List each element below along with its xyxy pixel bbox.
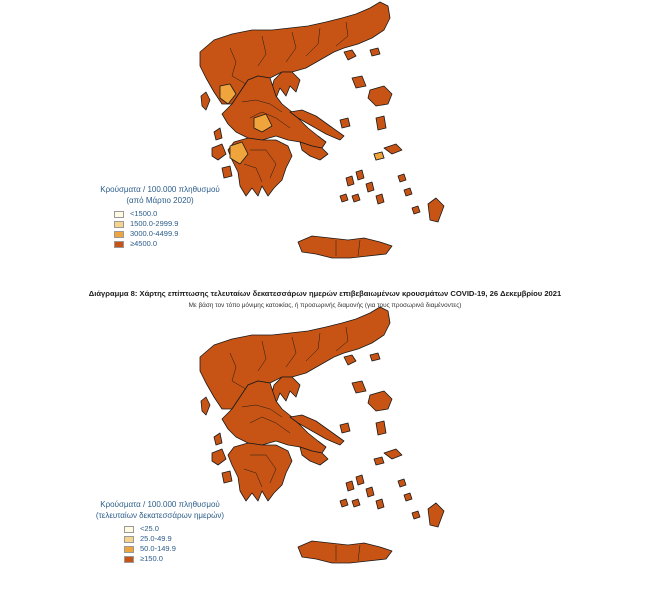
legend-swatch xyxy=(124,556,134,563)
thasos-island xyxy=(344,355,356,365)
crete-island xyxy=(298,236,392,258)
legend-14day xyxy=(80,499,240,564)
legend-label: 1500.0-2999.9 xyxy=(130,219,179,228)
cyclades-3 xyxy=(366,487,374,497)
dodecanese-3 xyxy=(412,511,420,519)
samos-island xyxy=(384,144,402,154)
legend-item xyxy=(114,219,240,229)
zakynthos-island xyxy=(222,471,232,483)
legend-subtitle: (τελευταίων δεκατεσσάρων ημερών) xyxy=(95,511,225,520)
legend-swatch xyxy=(124,546,134,553)
cyclades-1 xyxy=(346,176,354,186)
figure-subtitle: Με βάση τον τόπο μόνιμης κατοικίας, ή προσωρινής διαμονής (για τους προσωρινά διαμένοντες) xyxy=(188,302,462,309)
legend-swatch xyxy=(114,211,124,218)
dodecanese-2 xyxy=(404,493,412,501)
peloponnese xyxy=(228,443,292,501)
legend-item xyxy=(124,554,240,564)
legend-item xyxy=(124,524,240,534)
legend-swatch xyxy=(124,536,134,543)
lemnos-island xyxy=(352,381,366,393)
legend-label: 50.0-149.9 xyxy=(140,544,176,553)
legend-swatch xyxy=(124,526,134,533)
cyclades-6 xyxy=(340,194,348,202)
lesvos-island xyxy=(368,86,392,106)
skyros-island xyxy=(340,423,350,433)
legend-label: ≥4500.0 xyxy=(130,239,158,248)
legend-label: ≥150.0 xyxy=(140,554,163,563)
rhodes-island xyxy=(428,198,444,222)
kefalonia-island xyxy=(212,449,226,465)
cyclades-1 xyxy=(346,481,354,491)
chios-island xyxy=(376,421,386,435)
region-class3-aegean xyxy=(374,152,384,160)
dodecanese-3 xyxy=(412,206,420,214)
legend-label: <1500.0 xyxy=(130,209,158,218)
samothraki-island xyxy=(370,353,380,361)
cyclades-2 xyxy=(356,475,364,485)
dodecanese-1 xyxy=(398,174,406,182)
legend-label: 25.0-49.9 xyxy=(140,534,172,543)
corfu-island xyxy=(201,92,210,110)
lesvos-island xyxy=(368,391,392,411)
crete-island xyxy=(298,541,392,563)
dodecanese-2 xyxy=(404,188,412,196)
legend-swatch xyxy=(114,241,124,248)
legend-item xyxy=(114,209,240,219)
legend-item xyxy=(114,229,240,239)
corfu-island xyxy=(201,397,210,415)
ikaria-island xyxy=(374,457,384,465)
lefkada-island xyxy=(214,128,222,140)
samothraki-island xyxy=(370,48,380,56)
cyclades-4 xyxy=(352,499,360,507)
cyclades-5 xyxy=(376,194,384,204)
legend-swatch xyxy=(114,221,124,228)
cyclades-5 xyxy=(376,499,384,509)
cyclades-6 xyxy=(340,499,348,507)
legend-cumulative xyxy=(80,184,240,249)
legend-label: 3000.0-4499.9 xyxy=(130,229,179,238)
legend-title: Κρούσματα / 100.000 πληθυσμού xyxy=(100,185,220,194)
chalkidiki xyxy=(272,377,300,403)
figure-title: Διάγραμμα 8: Χάρτης επίπτωσης τελευταίων δεκατεσσάρων ημερών επιβεβαιωμένων κρουσμάτων COVID-19, 26 Δεκεμβρίου 2021 xyxy=(88,289,562,298)
lemnos-island xyxy=(352,76,366,88)
chalkidiki xyxy=(272,72,300,98)
legend-swatch xyxy=(114,231,124,238)
chios-island xyxy=(376,116,386,130)
legend-subtitle: (από Μάρτιο 2020) xyxy=(126,196,194,205)
legend-item xyxy=(124,534,240,544)
cyclades-3 xyxy=(366,182,374,192)
samos-island xyxy=(384,449,402,459)
cyclades-2 xyxy=(356,170,364,180)
rhodes-island xyxy=(428,503,444,527)
thasos-island xyxy=(344,50,356,60)
legend-item xyxy=(114,239,240,249)
kefalonia-island xyxy=(212,144,226,160)
skyros-island xyxy=(340,118,350,128)
legend-title: Κρούσματα / 100.000 πληθυσμού xyxy=(100,500,220,509)
zakynthos-island xyxy=(222,166,232,178)
lefkada-island xyxy=(214,433,222,445)
cyclades-4 xyxy=(352,194,360,202)
legend-label: <25.0 xyxy=(140,524,159,533)
dodecanese-1 xyxy=(398,479,406,487)
legend-item xyxy=(124,544,240,554)
